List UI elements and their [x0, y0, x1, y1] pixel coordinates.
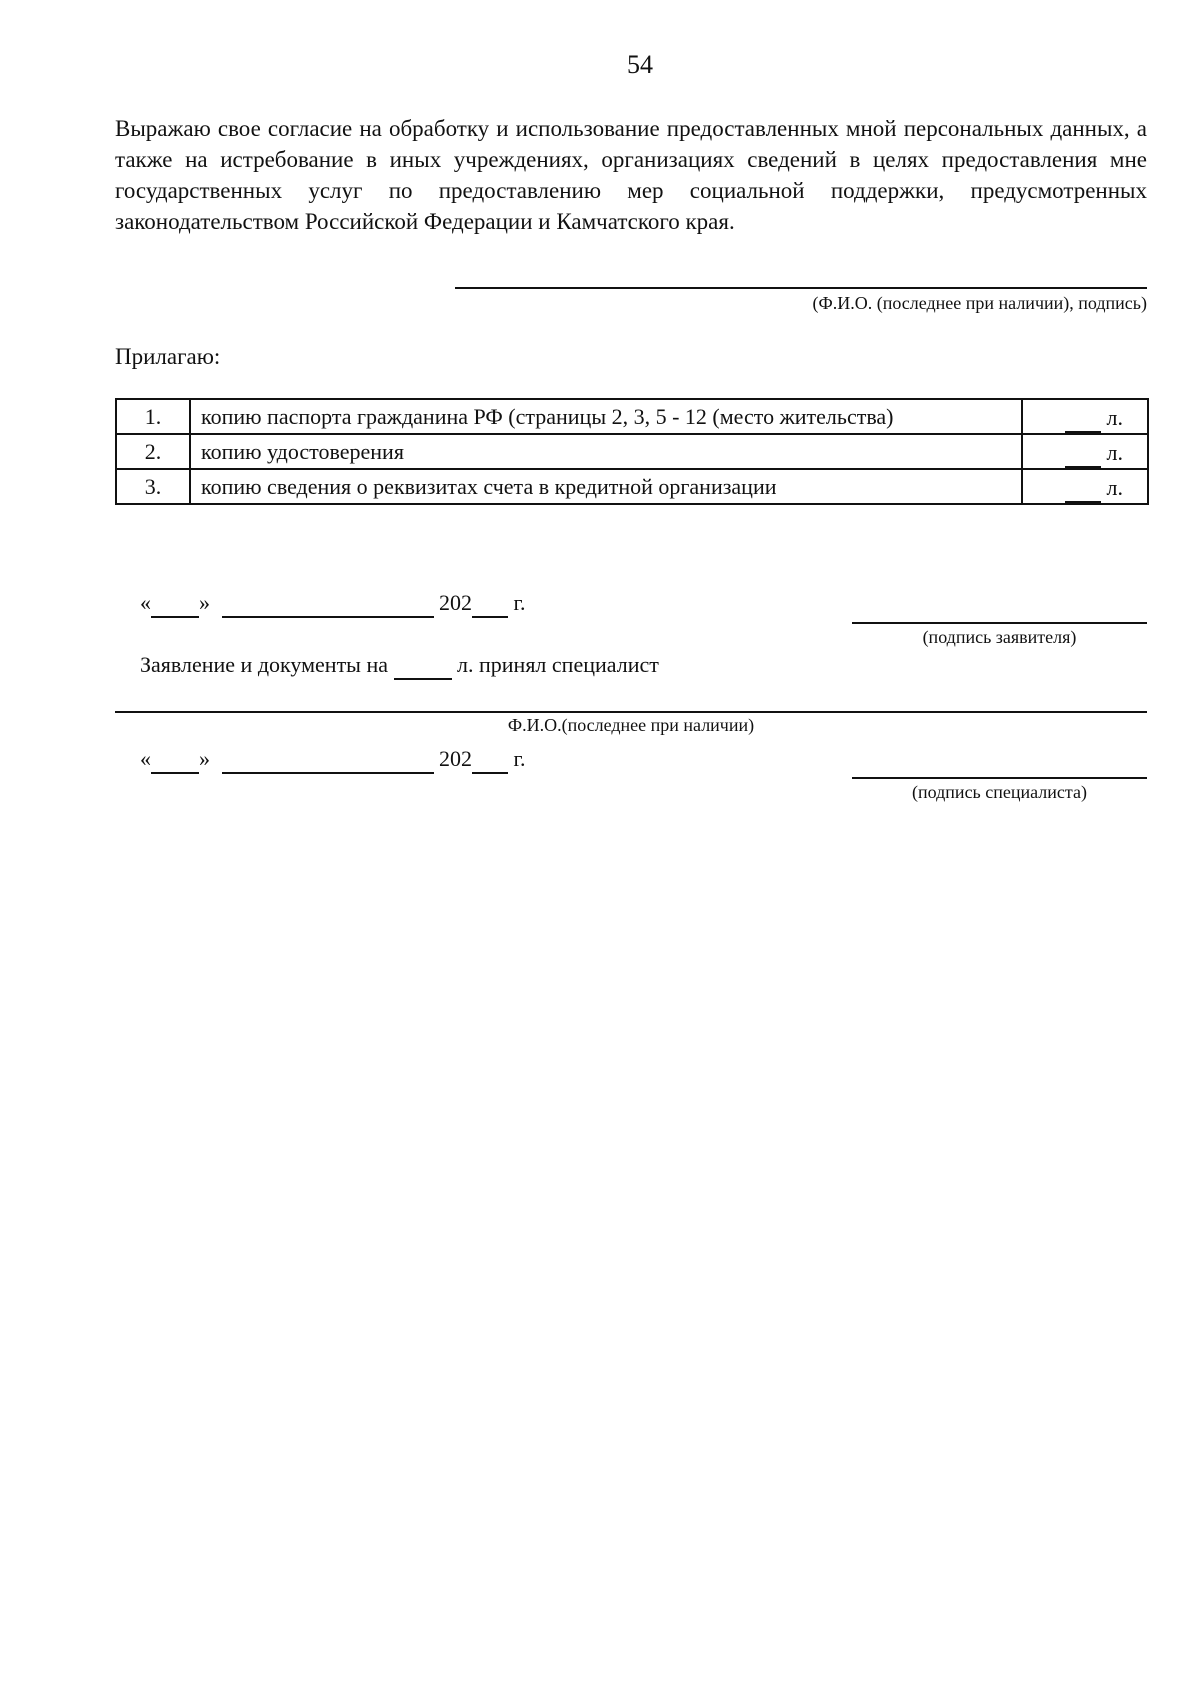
pages-suffix: л.: [1106, 475, 1123, 500]
signature-caption: (Ф.И.О. (последнее при наличии), подпись): [812, 293, 1147, 313]
page-number: 54: [627, 50, 653, 79]
page-count-field[interactable]: [1065, 440, 1101, 468]
day-field[interactable]: [151, 746, 199, 774]
consent-paragraph: Выражаю свое согласие на обработку и использование предоставленных мной персональных данных, а также на истребование в иных учреждениях, организациях сведений в целях предоставления мне государственных услуг по предоставлению мер социальной поддержки, предусмотренных законодательством Российской Федерации и Камчатского края.: [115, 116, 1147, 234]
year-suffix: г.: [513, 746, 526, 771]
pages-suffix: л.: [1106, 440, 1123, 465]
year-field[interactable]: [472, 590, 508, 618]
page-count-cell: [1022, 434, 1148, 469]
page-count-cell: [1022, 399, 1148, 434]
accepted-pages-field[interactable]: [394, 652, 452, 680]
signature-line[interactable]: [455, 287, 1147, 289]
attach-heading: Прилагаю:: [115, 344, 221, 369]
document-name: копию удостоверения: [190, 434, 1022, 469]
applicant-signature-caption: (подпись заявителя): [922, 627, 1077, 647]
applicant-signature-line[interactable]: [852, 622, 1147, 624]
specialist-signature-caption: (подпись специалиста): [912, 782, 1087, 802]
specialist-fio-line[interactable]: [115, 711, 1147, 713]
table-row: [116, 399, 1148, 434]
row-number: 3.: [116, 469, 190, 504]
day-field[interactable]: [151, 590, 199, 618]
page-count-field[interactable]: [1065, 475, 1101, 503]
document-name: копию паспорта гражданина РФ (страницы 2, 3, 5 - 12 (место жительства): [190, 399, 1022, 434]
document-name: копию сведения о реквизитах счета в кредитной организации: [190, 469, 1022, 504]
specialist-date-row: [140, 746, 526, 774]
page-count-cell: [1022, 469, 1148, 504]
year-prefix: 202: [439, 746, 472, 771]
open-quote: «: [140, 746, 151, 771]
row-number: 2.: [116, 434, 190, 469]
year-field[interactable]: [472, 746, 508, 774]
page-count-field[interactable]: [1065, 405, 1101, 433]
documents-table: [115, 398, 1149, 505]
table-row: [116, 469, 1148, 504]
specialist-fio-caption: Ф.И.О.(последнее при наличии): [507, 715, 755, 735]
pages-suffix: л.: [1106, 405, 1123, 430]
year-suffix: г.: [513, 590, 526, 615]
close-quote: »: [199, 590, 210, 615]
year-prefix: 202: [439, 590, 472, 615]
row-number: 1.: [116, 399, 190, 434]
specialist-signature-line[interactable]: [852, 777, 1147, 779]
accepted-documents-row: [140, 652, 659, 680]
close-quote: »: [199, 746, 210, 771]
table-row: [116, 434, 1148, 469]
accepted-suffix: л. принял специалист: [457, 652, 659, 677]
accepted-prefix: Заявление и документы на: [140, 652, 389, 677]
month-field[interactable]: [222, 746, 434, 774]
applicant-date-row: [140, 590, 526, 618]
month-field[interactable]: [222, 590, 434, 618]
open-quote: «: [140, 590, 151, 615]
